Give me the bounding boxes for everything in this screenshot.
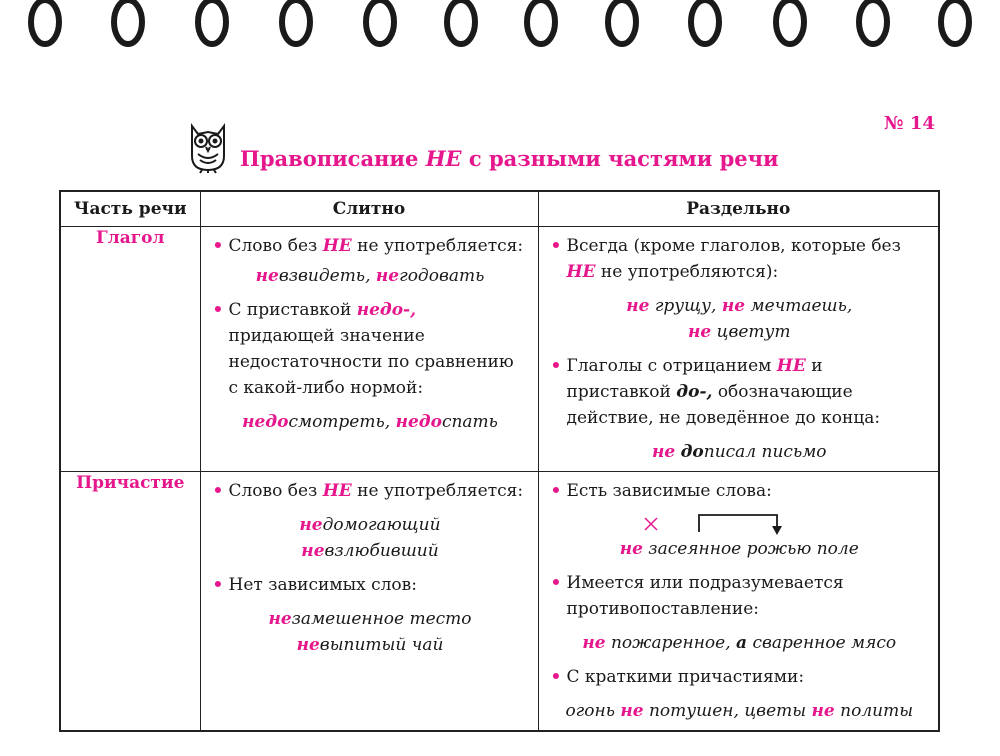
page-number: № 14 [884, 113, 935, 134]
title-highlight: НЕ [425, 146, 462, 171]
ring-icon [527, 0, 555, 44]
ring-icon [114, 0, 142, 44]
list-item: • Имеется или подразумевается противопоставление: [551, 570, 929, 622]
list-item: • Слово без НЕ не употребляется: [213, 478, 528, 504]
example-text: не засеянное рожью поле [619, 539, 859, 559]
list-item: • С краткими причастиями: [551, 664, 929, 690]
example-text: невыпитый чай [296, 635, 444, 655]
ring-icon [859, 0, 887, 44]
example-text: не грущу, не мечтаешь, [626, 296, 853, 316]
ring-icon [691, 0, 719, 44]
part-name-prichastie: Причастие [60, 472, 200, 732]
ring-icon [941, 0, 969, 44]
arrow-icon [699, 515, 777, 532]
example-text: невзвидеть, негодовать [255, 266, 485, 286]
glagol-apart-cell [538, 227, 939, 472]
header-together: Слитно [200, 191, 538, 227]
example-text: недомогающий [299, 515, 441, 535]
list-item: • Глаголы с отрицанием НЕ и приставкой до-, обозначающие действие, не доведённое до конца: [551, 353, 929, 431]
example-text: невзлюбивший [301, 541, 439, 561]
part-name-glagol: Глагол [60, 227, 200, 472]
header-apart: Раздельно [538, 191, 939, 227]
example-text: огонь не потушен, цветы не политы [565, 701, 914, 721]
owl-icon [186, 122, 230, 174]
cross-mark-icon [645, 518, 657, 530]
ring-icon [608, 0, 636, 44]
prichastie-apart-cell [538, 472, 939, 732]
ring-icon [198, 0, 226, 44]
example-text: не цветут [687, 322, 791, 342]
list-item: • Всегда (кроме глаголов, которые без НЕ не употребляются): [551, 233, 929, 285]
page-title: Правописание НЕ с разными частями речи [240, 146, 779, 171]
list-item: • С приставкой недо-, придающей значение недостаточности по сравнению с какой-либо нормой: [213, 297, 528, 401]
ring-icon [282, 0, 310, 44]
ring-icon [447, 0, 475, 44]
glagol-together-cell [200, 227, 538, 472]
example-text: незамешенное тесто [268, 609, 472, 629]
list-item: • Слово без НЕ не употребляется: [213, 233, 528, 259]
ring-icon [31, 0, 59, 44]
table-row-prichastie [60, 472, 939, 732]
ring-icon [366, 0, 394, 44]
table-header-row [60, 191, 939, 227]
dependency-arrow [551, 512, 929, 536]
spiral-binding [0, 0, 1000, 60]
list-item: • Есть зависимые слова: [551, 478, 929, 504]
example-text: не пожаренное, а сваренное мясо [582, 633, 897, 653]
prichastie-together-cell [200, 472, 538, 732]
header-part-of-speech: Часть речи [60, 191, 200, 227]
list-item: • Нет зависимых слов: [213, 572, 528, 598]
example-text: недосмотреть, недоспать [242, 412, 498, 432]
rules-table [59, 190, 940, 732]
table-row-glagol [60, 227, 939, 472]
ring-icon [776, 0, 804, 44]
example-text: не дописал письмо [651, 442, 827, 462]
